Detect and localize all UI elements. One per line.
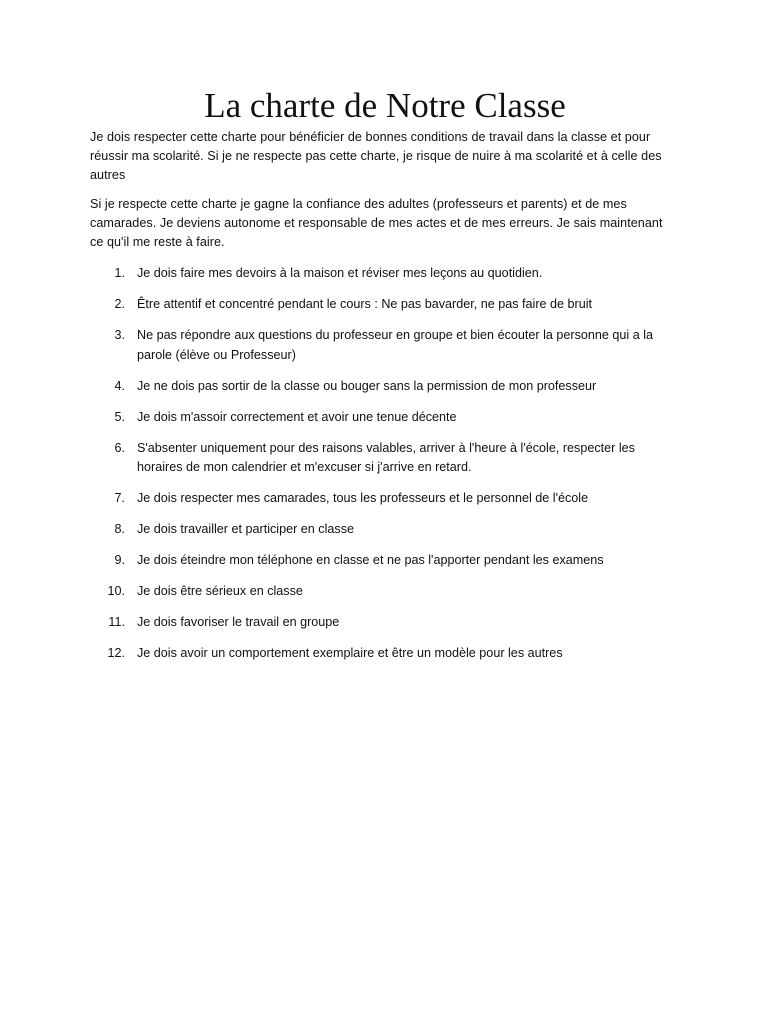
rule-item [90,644,674,664]
rule-item [90,264,674,284]
rule-number: 6. [114,440,125,455]
rule-text: Je dois m'assoir correctement et avoir une tenue décente [137,409,457,424]
rule-text: Je dois éteindre mon téléphone en classe et ne pas l'apporter pendant les examens [137,553,604,567]
intro-paragraph: Je dois respecter cette charte pour bénéficier de bonnes conditions de travail dans la classe et pour réussir ma scolarité. Si je ne respecte pas cette charte, je risque de nuire à ma scolarité et à celle des autres [90,130,662,182]
rule-item [90,439,674,478]
document-title: La charte de Notre Classe [204,86,566,125]
rule-text: S'absenter uniquement pour des raisons valables, arriver à l'heure à l'école, respecter les horaires de mon calendrier et m'excuser si j'arrive en retard. [137,440,635,474]
rule-text: Je dois avoir un comportement exemplaire et être un modèle pour les autres [137,646,563,660]
rule-item [90,408,674,428]
rule-text: Je ne dois pas sortir de la classe ou bouger sans la permission de mon professeur [137,378,597,393]
rule-item [90,377,674,397]
rule-text: Je dois travailler et participer en classe [137,522,354,536]
rule-item [90,489,674,509]
rule-item [90,520,674,540]
rule-number: 5. [114,409,125,424]
rules-list [90,264,674,664]
rule-text: Je dois faire mes devoirs à la maison et réviser mes leçons au quotidien. [137,266,543,280]
rule-number: 3. [114,328,125,342]
rule-text: Je dois favoriser le travail en groupe [137,615,340,629]
rule-number: 9. [114,553,125,567]
rule-item [90,582,674,602]
rule-number: 4. [114,378,125,393]
rule-item [90,295,674,315]
rule-number: 12. [107,646,125,660]
rule-item [90,551,674,571]
rule-number: 7. [114,491,125,505]
confidence-paragraph: Si je respecte cette charte je gagne la confiance des adultes (professeurs et parents) et de mes camarades. Je deviens autonome et responsable de mes actes et de mes erreurs. Je sais maintenant ce qu'il me reste à faire. [90,197,663,249]
rule-text: Je dois respecter mes camarades, tous les professeurs et le personnel de l'école [137,491,589,505]
rule-number: 8. [114,522,125,536]
rule-text: Ne pas répondre aux questions du professeur en groupe et bien écouter la personne qui a la parole (élève ou Professeur) [137,328,653,362]
rule-number: 11. [108,615,125,629]
rule-number: 2. [114,297,125,311]
rule-number: 1. [114,266,125,280]
rule-item [90,326,674,365]
rule-item [90,613,674,633]
rule-text: Être attentif et concentré pendant le cours : Ne pas bavarder, ne pas faire de bruit [137,297,593,311]
rule-number: 10. [107,584,125,598]
rule-text: Je dois être sérieux en classe [137,584,303,598]
